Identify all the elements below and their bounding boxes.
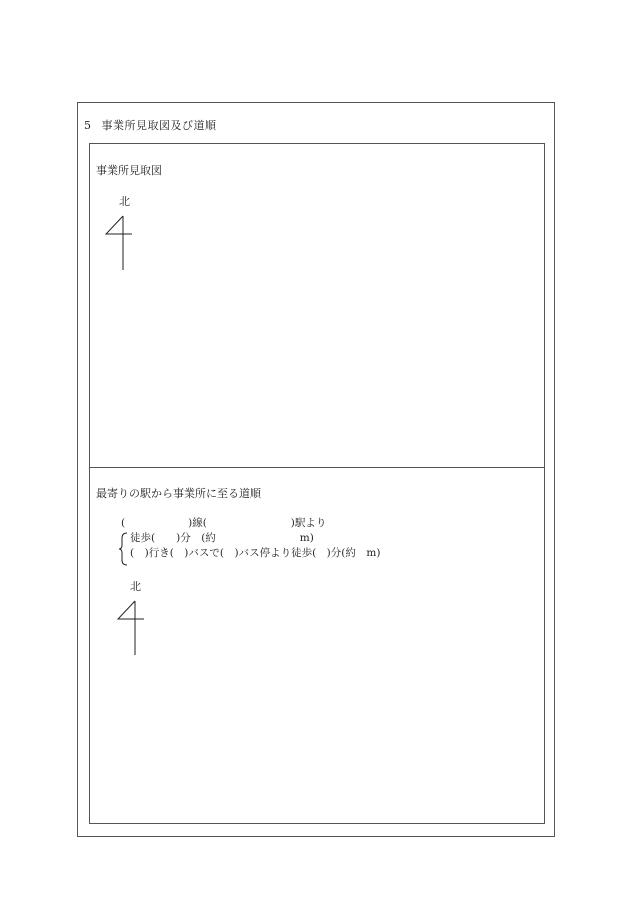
north-arrow-route-icon [117, 600, 147, 656]
content-box [89, 143, 545, 824]
north-arrow-icon [105, 215, 135, 271]
north-label-route: 北 [130, 580, 141, 593]
section-number: 5 [84, 119, 92, 132]
section-heading [84, 117, 217, 133]
route-label: 最寄りの駅から事業所に至る道順 [96, 487, 261, 500]
brace-icon [119, 532, 129, 566]
section-title: 事業所見取図及び道順 [101, 119, 217, 132]
section-divider [90, 467, 544, 468]
north-label-map: 北 [119, 195, 130, 208]
route-line-walk: 徒歩( )分 (約 m) [130, 532, 314, 544]
route-line-station: ( )線( )駅より [121, 517, 327, 529]
map-label: 事業所見取図 [96, 164, 162, 177]
form-frame [77, 102, 555, 837]
route-line-bus: ( )行き( )バスで( )バス停より徒歩( )分(約 m) [130, 547, 381, 559]
